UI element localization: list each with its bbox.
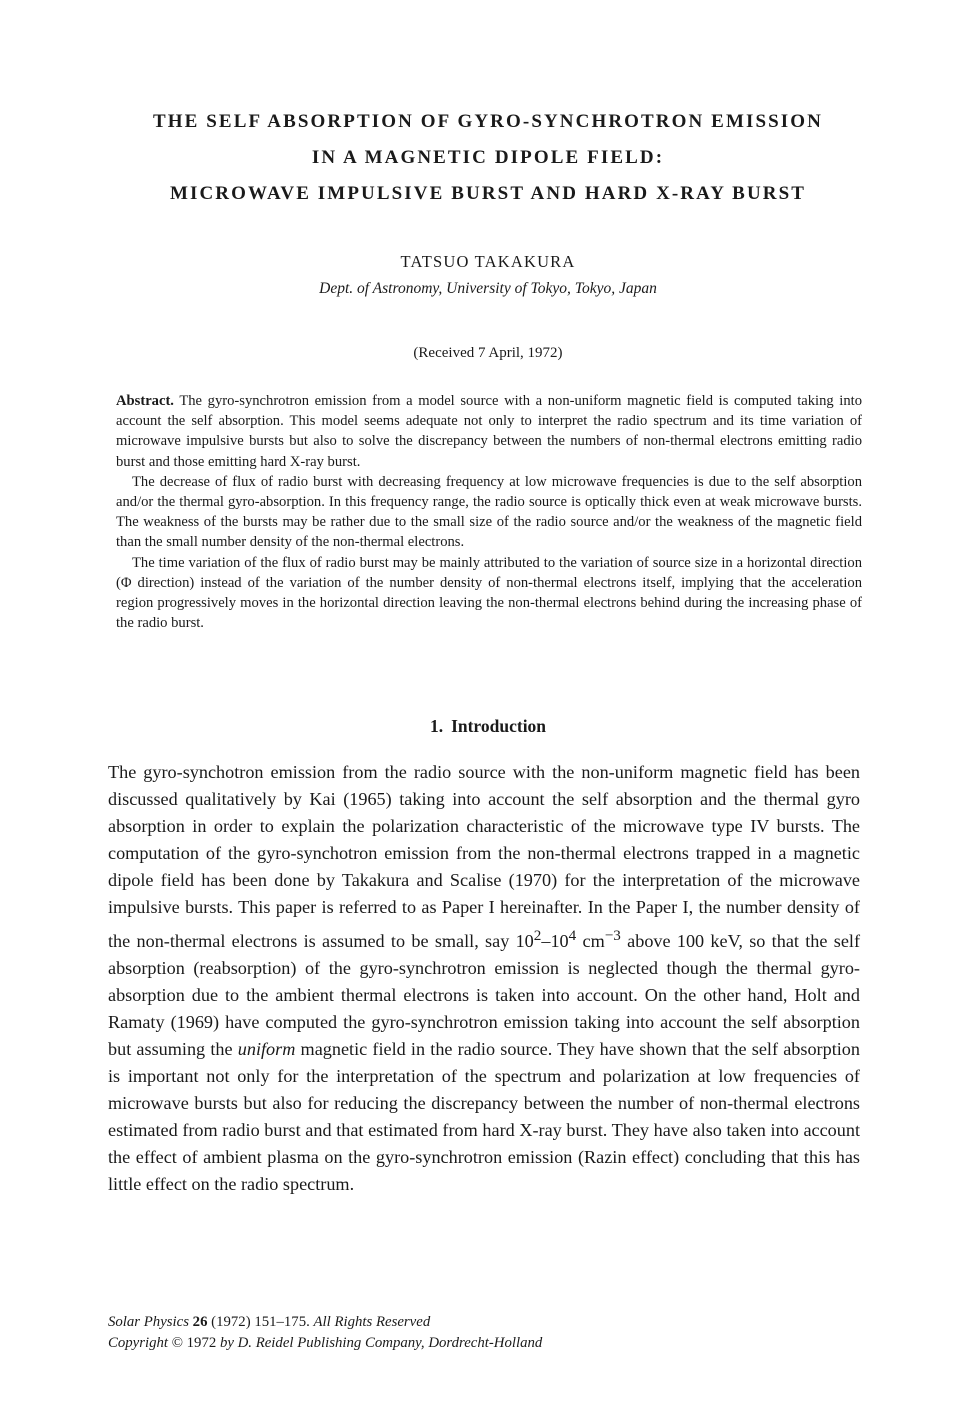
title-line-2: IN A MAGNETIC DIPOLE FIELD: bbox=[311, 147, 665, 168]
section-title: Introduction bbox=[451, 716, 547, 736]
section-number: 1. bbox=[429, 716, 444, 736]
footer-publisher: by D. Reidel Publishing Company, Dordrecht-Holland bbox=[219, 1335, 543, 1351]
footer-copyright-year: © 1972 bbox=[168, 1335, 220, 1351]
title-line-1: THE SELF ABSORPTION OF GYRO-SYNCHROTRON EMISSION bbox=[152, 111, 823, 132]
title-line-3: MICROWAVE IMPULSIVE BURST AND HARD X-RAY BURST bbox=[169, 183, 807, 204]
introduction-body bbox=[108, 759, 860, 1199]
intro-range-dash: –10 bbox=[541, 930, 569, 951]
intro-text-part-1: The gyro-synchotron emission from the radio source with the non-uniform magnetic field has been discussed qualitatively by Kai (1965) taking into account the self absorption and the thermal gyro absorption in order to explain the polarization characteristic of the microwave type IV bursts. The computation of the gyro-synchotron emission from the non-thermal electrons trapped in a magnetic dipole field has been done by Takakura and Scalise (1970) for the interpretation of the microwave impulsive bursts. This paper is referred to as Paper I hereinafter. In the Paper I, the number density of the non-thermal electrons is assumed to be small, say 10 bbox=[108, 762, 860, 951]
intro-sup-3: −3 bbox=[604, 926, 621, 944]
section-heading bbox=[0, 716, 976, 737]
abstract bbox=[116, 391, 862, 633]
abstract-paragraph-3: The time variation of the flux of radio burst may be mainly attributed to the variation of source size in a horizontal direction (Φ direction) instead of the variation of the number density of non-thermal electrons itself, implying that the acceleration region progressively moves in the horizontal direction leaving the non-thermal electrons behind during the increasing phase of the radio burst. bbox=[116, 554, 862, 632]
intro-unit: cm bbox=[576, 930, 605, 951]
author-name: TATSUO TAKAKURA bbox=[400, 252, 576, 271]
footer-rights: All Rights Reserved bbox=[313, 1314, 431, 1330]
author-affiliation: Dept. of Astronomy, University of Tokyo, Tokyo, Japan bbox=[319, 280, 657, 297]
footer-journal: Solar Physics bbox=[108, 1314, 189, 1330]
footer-citation-line bbox=[108, 1312, 868, 1333]
intro-sup-2: 4 bbox=[568, 926, 577, 944]
paper-title bbox=[100, 104, 876, 212]
intro-text-part-3: magnetic field in the radio source. They have shown that the self absorption is important not only for the interpretation of the spectrum and polarization at low frequencies of microwave bursts but also for reducing the discrepancy between the number of non-thermal electrons estimated from radio burst and that estimated from hard X-ray burst. They have also taken into account the effect of ambient plasma on the gyro-synchrotron emission (Razin effect) concluding that this has little effect on the radio spectrum. bbox=[108, 1039, 860, 1195]
abstract-label: Abstract. bbox=[116, 393, 174, 409]
abstract-text-1: The gyro-synchrotron emission from a model source with a non-uniform magnetic field is computed taking into account the self absorption. This model seems adequate not only to interpret the radio spectrum and its time variation of microwave impulsive bursts but also to solve the discrepancy between the numbers of non-thermal electrons emitting radio burst and those emitting hard X-ray burst. bbox=[116, 393, 863, 470]
footer-copyright-word: Copyright bbox=[108, 1335, 169, 1351]
intro-text-part-2: above 100 keV, so that the self absorption (reabsorption) of the gyro-synchrotron emission is neglected though the thermal gyro-absorption due to the ambient thermal electrons is taken into account. On the other hand, Holt and Ramaty (1969) have computed the gyro-synchrotron emission taking into account the self absorption but assuming the bbox=[108, 930, 860, 1059]
received-date: (Received 7 April, 1972) bbox=[413, 345, 563, 361]
abstract-paragraph-1 bbox=[116, 391, 862, 472]
footer-copyright-line bbox=[108, 1333, 868, 1354]
intro-sup-1: 2 bbox=[533, 926, 542, 944]
footer-year-pages: (1972) 151–175. bbox=[207, 1314, 314, 1330]
abstract-paragraph-2: The decrease of flux of radio burst with decreasing frequency at low microwave frequencies is due to the self absorption and/or the thermal gyro-absorption. In this frequency range, the radio source is optically thick even at weak microwave bursts. The weakness of the bursts may be rather due to the small size of the radio source and/or the weakness of the magnetic field than the small number density of the non-thermal electrons. bbox=[116, 473, 862, 551]
intro-italic-word: uniform bbox=[237, 1039, 296, 1059]
footer-volume: 26 bbox=[192, 1314, 208, 1330]
journal-footer bbox=[108, 1312, 868, 1354]
introduction-paragraph bbox=[108, 759, 860, 1199]
